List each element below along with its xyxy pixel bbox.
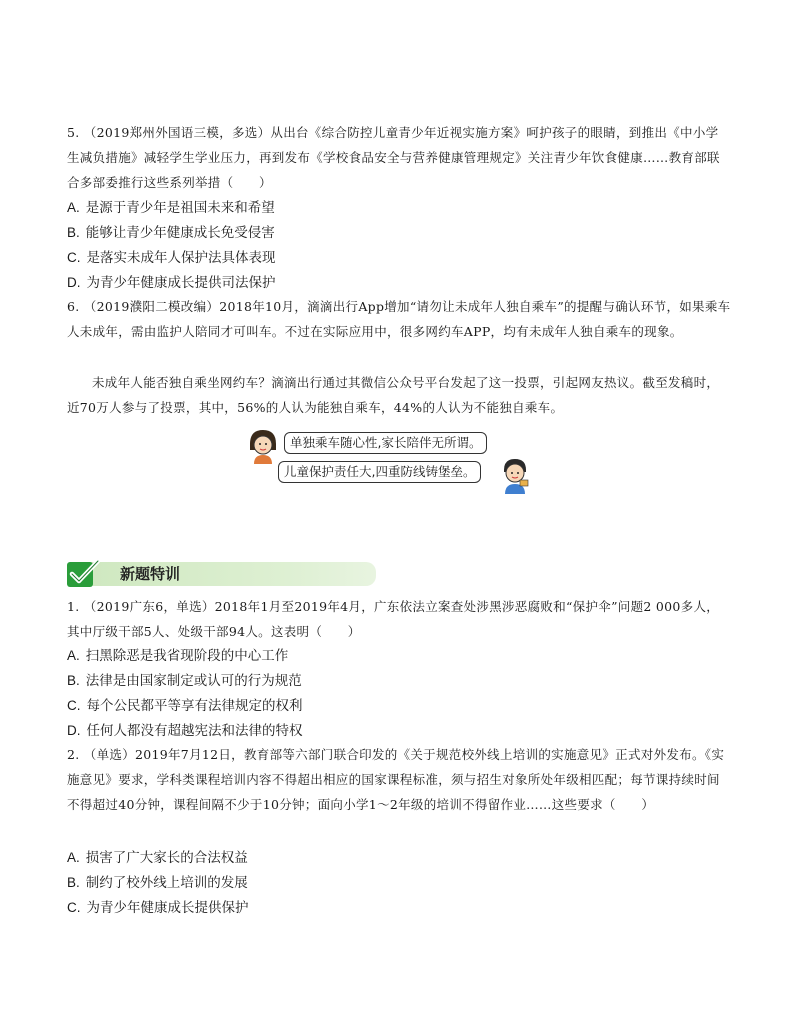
option-label: D.	[67, 275, 81, 290]
option-text: 每个公民都平等享有法律规定的权利	[86, 698, 303, 714]
option-text: 为青少年健康成长提供保护	[86, 900, 249, 916]
option-text: 扫黑除恶是我省现阶段的中心工作	[85, 648, 289, 664]
option-text: 制约了校外线上培训的发展	[85, 875, 248, 891]
option-text: 为青少年健康成长提供司法保护	[86, 275, 276, 291]
option-text: 法律是由国家制定或认可的行为规范	[85, 673, 302, 689]
question-5-stem: 5. （2019郑州外国语三模，多选）从出台《综合防控儿童青少年近视实施方案》呵护孩子的眼睛，到推出《中小学生减负措施》减轻学生学业压力，再到发布《学校食品安全与营养健康管理规定》关注青少年饮食健康……教育部联合多部委推行这些系列举措（ ）	[67, 125, 720, 190]
option-text: 是落实未成年人保护法具体表现	[86, 250, 276, 266]
question-5-option-c	[67, 248, 276, 268]
question-6-material: 未成年人能否独自乘坐网约车？滴滴出行通过其微信公众号平台发起了这一投票，引起网友热议。截至发稿时，近70万人参与了投票，其中，56%的人认为能独自乘车，44%的人认为不能独自乘车。	[67, 375, 720, 415]
new-question-2-stem: 2. （单选）2019年7月12日，教育部等六部门联合印发的《关于规范校外线上培训的实施意见》正式对外发布。《实施意见》要求，学科类课程培训内容不得超出相应的国家课程标准，须与招生对象所处年级相匹配；每节课持续时间不得超过40分钟，课程间隔不少于10分钟；面向小学1～2年级的培训不得留作业……这些要求（ ）	[67, 747, 725, 812]
option-label: B.	[67, 875, 80, 890]
section-title: 新题特训	[120, 565, 181, 583]
option-label: C.	[67, 698, 81, 713]
option-label: B.	[67, 673, 80, 688]
option-text: 任何人都没有超越宪法和法律的特权	[86, 723, 303, 739]
new-question-1-option-a	[67, 646, 288, 666]
dialogue-illustration	[246, 428, 536, 494]
girl-figure-icon	[246, 428, 280, 464]
option-text: 能够让青少年健康成长免受侵害	[85, 225, 275, 241]
question-6-stem: 6. （2019濮阳二模改编）2018年10月，滴滴出行App增加“请勿让未成年人独自乘车”的提醒与确认环节，如果乘车人未成年，需由监护人陪同才可叫车。不过在实际应用中，很多网约车APP，均有未成年人独自乘车的现象。	[67, 299, 731, 339]
boy-figure-icon	[498, 456, 532, 494]
option-label: A.	[67, 648, 80, 663]
option-label: B.	[67, 225, 80, 240]
speech-bubble-child: 儿童保护责任大,四重防线铸堡垒。	[278, 461, 481, 483]
new-question-1-option-b	[67, 671, 302, 691]
option-label: A.	[67, 850, 80, 865]
question-5-option-a	[67, 198, 275, 218]
option-text: 是源于青少年是祖国未来和希望	[85, 200, 275, 216]
new-question-2-option-c	[67, 898, 249, 918]
question-5-option-d	[67, 273, 276, 293]
question-5-option-b	[67, 223, 275, 243]
new-question-1-option-c	[67, 696, 303, 716]
new-question-1-option-d	[67, 721, 303, 741]
option-label: A.	[67, 200, 80, 215]
speech-bubble-parent: 单独乘车随心性,家长陪伴无所谓。	[284, 432, 487, 454]
checkmark-icon	[66, 559, 100, 589]
option-label: D.	[67, 723, 81, 738]
option-label: C.	[67, 250, 81, 265]
new-question-2-option-b	[67, 873, 248, 893]
new-question-1-stem: 1. （2019广东6，单选）2018年1月至2019年4月，广东依法立案查处涉黑涉恶腐败和“保护伞”问题2 000多人，其中厅级干部5人、处级干部94人。这表明（ ）	[67, 599, 720, 639]
option-text: 损害了广大家长的合法权益	[85, 850, 248, 866]
section-header	[66, 559, 378, 589]
new-question-2-option-a	[67, 848, 248, 868]
option-label: C.	[67, 900, 81, 915]
